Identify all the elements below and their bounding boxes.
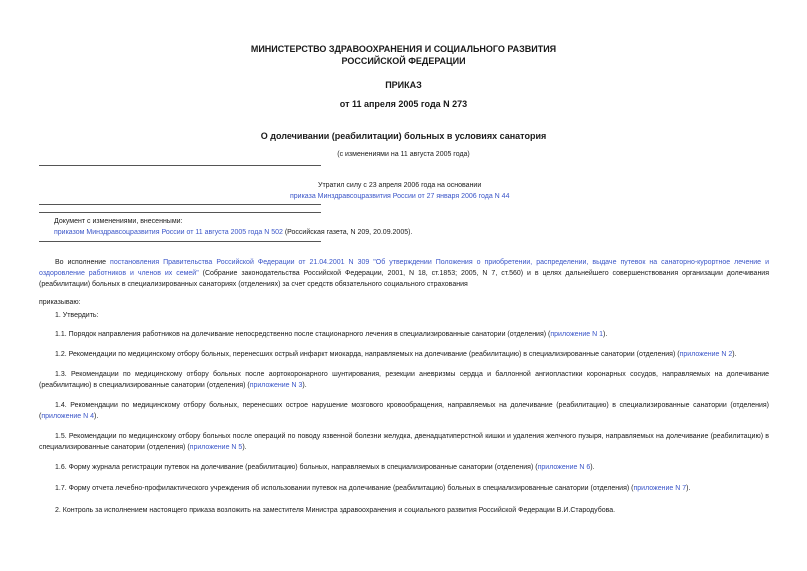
amendments-source: (Российская газета, N 209, 20.09.2005). (282, 229, 413, 236)
divider (39, 204, 321, 205)
preamble-intro: Во исполнение (55, 259, 111, 266)
doc-date-number: от 11 апреля 2005 года N 273 (339, 99, 468, 109)
item-2: 2. Контроль за исполнением настоящего приказа возложить на заместителя Министра здравоохранения и социального развития Российской Федерации В.И.Стародубова. (55, 507, 616, 514)
annex-link[interactable]: приложение N 4 (41, 413, 94, 420)
preamble-rest: (Собрание законодательства Российской Федерации, 2001, N 18, ст.1853; 2005, N 7, ст.560) и в целях дальнейшего совершенствования организации долечивания (реабилитации) больных в специализированных санаториях (отделениях) за счет средств обязательного социального страхования (39, 270, 770, 288)
annex-link[interactable]: приложение N 5 (189, 444, 243, 451)
divider (39, 165, 321, 166)
amendments-label: Документ с изменениями, внесенными: (54, 218, 183, 225)
list-item (39, 329, 769, 340)
list-item (39, 431, 769, 453)
validity-link[interactable]: приказа Минздравсоцразвития России от 27 января 2006 года N 44 (290, 193, 510, 200)
annex-link[interactable]: приложение N 6 (537, 464, 591, 471)
list-item-tail: ). (686, 485, 691, 492)
ministry-line-1: МИНИСТЕРСТВО ЗДРАВООХРАНЕНИЯ И СОЦИАЛЬНОГО РАЗВИТИЯ (250, 44, 557, 54)
amendments-line (54, 228, 412, 237)
validity-note: Утратил силу с 23 апреля 2006 года на основании (318, 182, 482, 189)
list-item-tail: ). (302, 382, 307, 389)
list-item-text: 1.2. Рекомендации по медицинскому отбору больных, перенесших острый инфаркт миокарда, направляемых на долечивание (реабилитацию) в специализированные санатории (отделения) ( (55, 351, 680, 358)
doc-type: ПРИКАЗ (385, 80, 422, 90)
list-item-text: 1.7. Форму отчета лечебно-профилактического учреждения об использовании путевок на долечивание (реабилитацию) больных в специализированные санатории (отделения) ( (55, 485, 634, 492)
list-item (39, 369, 769, 391)
list-item-text: 1.6. Форму журнала регистрации путевок на долечивание (реабилитацию) больных, направляемых в специализированные санатории (отделения) ( (55, 464, 538, 471)
doc-title: О долечивании (реабилитации) больных в условиях санатория (260, 131, 547, 141)
list-item-text: 1.1. Порядок направления работников на долечивание непосредственно после стационарного лечения в специализированные санатории (отделения) ( (55, 331, 551, 338)
list-item (39, 400, 769, 422)
changes-note: (с изменениями на 11 августа 2005 года) (337, 151, 470, 158)
item-1: 1. Утвердить: (55, 312, 99, 319)
list-item (39, 483, 769, 494)
validity-link-wrap (290, 192, 509, 201)
annex-link[interactable]: приложение N 2 (679, 351, 733, 358)
annex-link[interactable]: приложение N 3 (249, 382, 303, 389)
list-item-tail: ). (732, 351, 737, 358)
list-item-text: 1.4. Рекомендации по медицинскому отбору больных, перенесших острое нарушение мозгового кровообращения, направляемых на долечивание (реабилитацию) в специализированные санатории (отделения) ( (39, 402, 769, 420)
list-item-tail: ). (590, 464, 595, 471)
ministry-heading (0, 43, 807, 67)
list-item-text: 1.5. Рекомендации по медицинскому отбору больных после операций по поводу язвенной болезни желудка, двенадцатиперстной кишки и удаления желчного пузыря, направляемых на долечивание (реабилитацию) в специализированные санатории (отделения) ( (39, 433, 769, 451)
list-item (39, 462, 769, 473)
list-item-tail: ). (242, 444, 247, 451)
preamble-link[interactable]: постановления Правительства Российской Федерации от 21.04.2001 N 309 "Об утверждении Положения о приобретении, распределении, выдаче путевок на санаторно-курортное лечение и оздоровление работников и членов их семей" (39, 259, 769, 277)
list-item-tail: ). (94, 413, 99, 420)
list-item-text: 1.3. Рекомендации по медицинскому отбору больных после аортокоронарного шунтирования, резекции аневризмы сердца и баллонной ангиопластики коронарных сосудов, направляемых на долечивание (реабилитацию) в специализированные санатории (отделения) ( (39, 371, 769, 389)
annex-link[interactable]: приложение N 1 (550, 331, 604, 338)
divider (39, 241, 321, 242)
order-word: приказываю: (39, 299, 81, 306)
divider (39, 212, 321, 213)
amendments-link[interactable]: приказом Минздравсоцразвития России от 11 августа 2005 года N 502 (54, 229, 283, 236)
annex-link[interactable]: приложение N 7 (633, 485, 687, 492)
list-item-tail: ). (603, 331, 608, 338)
ministry-line-2: РОССИЙСКОЙ ФЕДЕРАЦИИ (341, 56, 466, 66)
preamble (39, 257, 769, 290)
list-item (39, 349, 769, 360)
